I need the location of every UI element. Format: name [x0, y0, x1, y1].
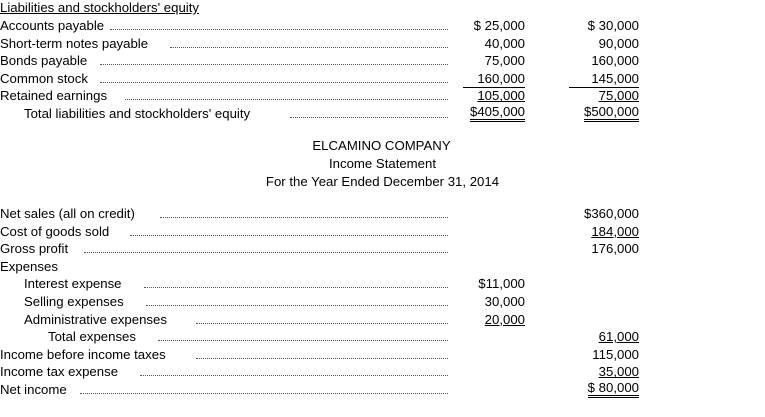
row-label: Total expenses	[48, 328, 139, 346]
row-label: Net sales (all on credit)	[0, 205, 138, 223]
statement-period: For the Year Ended December 31, 2014	[265, 174, 500, 189]
table-row	[0, 240, 765, 258]
value-total: 184,000	[591, 223, 639, 239]
leader-dots	[110, 29, 448, 30]
table-row	[0, 35, 765, 53]
row-label: Income tax expense	[0, 363, 121, 381]
value-2014: 75,000	[484, 53, 525, 69]
row-label: Gross profit	[0, 240, 71, 258]
table-row	[0, 223, 765, 241]
table-row	[0, 52, 765, 70]
row-label: Accounts payable	[0, 17, 107, 35]
value-2015: $ 30,000	[587, 18, 639, 33]
value-total: 115,000	[592, 346, 639, 362]
table-row	[0, 87, 765, 105]
value-2015: 145,000	[591, 70, 639, 86]
value-2014: 160,000	[477, 70, 525, 86]
value-detail: 20,000	[484, 311, 525, 327]
table-row	[0, 381, 765, 399]
table-row	[0, 258, 765, 276]
row-label: Common stock	[0, 70, 91, 88]
value-detail: $11,000	[478, 276, 525, 292]
value-2014: 40,000	[484, 35, 525, 51]
row-label: Cost of goods sold	[0, 223, 112, 241]
leader-dots	[100, 64, 448, 65]
value-total: 61,000	[598, 329, 639, 345]
leader-dots	[170, 47, 448, 48]
leader-dots	[160, 217, 448, 218]
leader-dots	[290, 117, 448, 118]
table-row	[0, 205, 765, 223]
leader-dots	[196, 323, 448, 324]
table-row	[0, 293, 765, 311]
leader-dots	[130, 235, 448, 236]
value-total: $ 80,000	[588, 381, 639, 398]
statement-title: Income Statement	[328, 156, 437, 171]
leader-dots	[158, 340, 448, 341]
row-label: Net income	[0, 381, 70, 399]
value-2014: $405,000	[470, 105, 525, 122]
section-heading	[0, 0, 765, 18]
value-2015: 90,000	[598, 35, 639, 51]
value-total: 35,000	[598, 364, 639, 380]
leader-dots	[140, 375, 448, 376]
row-label: Selling expenses	[24, 293, 127, 311]
table-row	[0, 363, 765, 381]
value-2015: $500,000	[584, 105, 639, 122]
table-row	[0, 328, 765, 346]
liabilities-heading: Liabilities and stockholders' equity	[0, 0, 199, 15]
row-label: Interest expense	[24, 275, 125, 293]
leader-dots	[84, 252, 448, 253]
leader-dots	[100, 82, 448, 83]
leader-dots	[125, 99, 448, 100]
value-2015: 75,000	[569, 87, 639, 103]
table-row	[0, 105, 765, 123]
value-total: 176,000	[591, 241, 639, 257]
company-name: ELCAMINO COMPANY	[312, 138, 451, 153]
row-label: Short-term notes payable	[0, 35, 151, 53]
leader-dots	[144, 287, 448, 288]
table-row	[0, 17, 765, 35]
leader-dots	[196, 358, 448, 359]
table-row	[0, 275, 765, 293]
table-row	[0, 346, 765, 364]
value-total: $360,000	[583, 206, 639, 221]
table-row	[0, 311, 765, 329]
leader-dots	[146, 305, 448, 306]
leader-dots	[80, 393, 448, 394]
row-label: Total liabilities and stockholders' equity	[24, 105, 253, 123]
value-2014: 105,000	[463, 87, 525, 103]
value-2015: 160,000	[591, 53, 639, 69]
row-label: Income before income taxes	[0, 346, 169, 364]
row-label: Retained earnings	[0, 87, 110, 105]
value-detail: 30,000	[484, 294, 525, 309]
table-row	[0, 70, 765, 88]
value-2014: $ 25,000	[473, 18, 525, 33]
row-label: Administrative expenses	[24, 311, 170, 329]
row-label: Expenses	[0, 258, 61, 276]
row-label: Bonds payable	[0, 52, 90, 70]
